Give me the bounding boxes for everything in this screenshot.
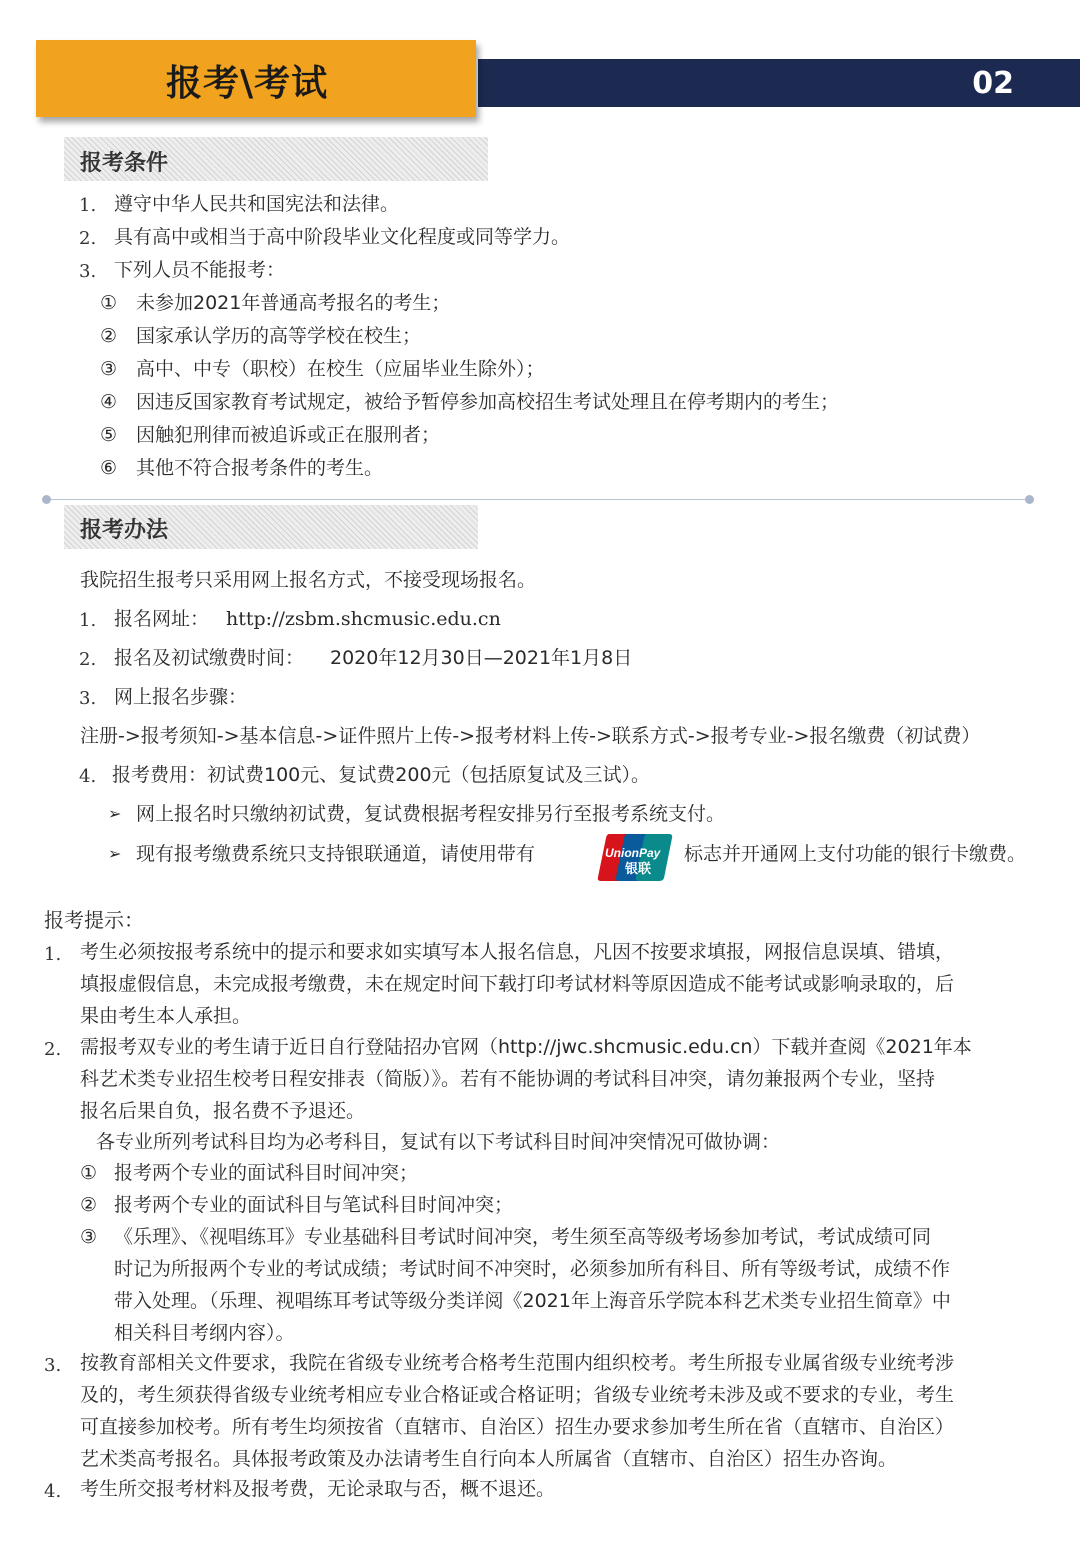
- sub-item-mark: ⑥: [100, 457, 118, 479]
- sub-item-mark: ③: [100, 358, 118, 380]
- tips-heading: 报考提示：: [44, 908, 144, 932]
- method-number: 3.: [79, 688, 97, 709]
- sub-item-mark: ③: [80, 1226, 98, 1248]
- condition-number: 3.: [79, 261, 97, 282]
- tip-number: 4.: [44, 1481, 62, 1502]
- unionpay-logo-icon: [597, 832, 675, 882]
- sub-item-mark: ④: [100, 391, 118, 413]
- tip-note: 各专业所列考试科目均为必考科目，复试有以下考试科目时间冲突情况可做协调：: [96, 1131, 781, 1153]
- registration-url: http://zsbm.shcmusic.edu.cn: [226, 608, 501, 630]
- sub-item-text: 报考两个专业的面试科目时间冲突；: [114, 1162, 419, 1184]
- tip-line: 需报考双专业的考生请于近日自行登陆招办官网（http://jwc.shcmusic.edu.cn）下载并查阅《2021年本: [80, 1036, 972, 1058]
- fee-text: 报考费用：初试费100元、复试费200元（包括原复试及三试）。: [112, 764, 651, 786]
- payment-period: 2020年12月30日—2021年1月8日: [330, 647, 633, 669]
- sub-item-text: 相关科目考纲内容）。: [114, 1322, 295, 1344]
- condition-text: 具有高中或相当于高中阶段毕业文化程度或同等学力。: [114, 226, 571, 248]
- tip-number: 1.: [44, 944, 62, 965]
- method-label: 网上报名步骤：: [114, 686, 248, 708]
- method-number: 2.: [79, 649, 97, 670]
- sub-item-text: 其他不符合报考条件的考生。: [136, 457, 384, 479]
- divider-dot-right: [1025, 495, 1034, 504]
- section-divider: [42, 498, 1034, 501]
- tip-line: 果由考生本人承担。: [80, 1005, 252, 1027]
- sub-item-text: 报考两个专业的面试科目与笔试科目时间冲突；: [114, 1194, 514, 1216]
- arrow-bullet-icon: ➢: [108, 844, 122, 863]
- method-label: 报名网址：: [114, 608, 210, 630]
- page-number: 02: [972, 66, 1014, 101]
- unionpay-logo-latin: UnionPay: [605, 846, 661, 860]
- sub-item-text: 国家承认学历的高等学校在校生；: [136, 325, 422, 347]
- sub-item-mark: ①: [80, 1162, 98, 1184]
- tip-line: 考生必须按报考系统中的提示和要求如实填写本人报名信息，凡因不按要求填报，网报信息误填、错填，: [80, 941, 955, 963]
- bullet-text-after: 标志并开通网上支付功能的银行卡缴费。: [684, 843, 1027, 865]
- sub-item-text: 时记为所报两个专业的考试成绩；考试时间不冲突时，必须参加所有科目、所有等级考试，成绩不作: [114, 1258, 951, 1280]
- sub-item-mark: ②: [100, 325, 118, 347]
- divider-dot-left: [42, 495, 51, 504]
- registration-steps: 注册->报考须知->基本信息->证件照片上传->报考材料上传->联系方式->报考专业->报名缴费（初试费）: [80, 725, 981, 747]
- sub-item-text: 因违反国家教育考试规定，被给予暂停参加高校招生考试处理且在停考期内的考生；: [136, 391, 840, 413]
- sub-item-mark: ②: [80, 1194, 98, 1216]
- bullet-text-before: 现有报考缴费系统只支持银联通道，请使用带有: [136, 843, 536, 865]
- method-number: 4.: [79, 766, 97, 787]
- sub-item-mark: ①: [100, 292, 118, 314]
- sub-item-mark: ⑤: [100, 424, 118, 446]
- condition-number: 2.: [79, 228, 97, 249]
- page-title: 报考\考试: [166, 63, 329, 104]
- sub-item-text: 未参加2021年普通高考报名的考生；: [136, 292, 451, 314]
- sub-item-text: 《乐理》、《视唱练耳》专业基础科目考试时间冲突，考生须至高等级考场参加考试，考试成绩可同: [114, 1226, 932, 1248]
- arrow-bullet-icon: ➢: [108, 804, 122, 823]
- tip-line: 填报虚假信息，未完成报考缴费，未在规定时间下载打印考试材料等原因造成不能考试或影响录取的，后: [80, 973, 955, 995]
- method-number: 1.: [79, 610, 97, 631]
- tip-line: 艺术类高考报名。具体报考政策及办法请考生自行向本人所属省（直辖市、自治区）招生办咨询。: [80, 1448, 898, 1470]
- tip-line: 报名后果自负，报名费不予退还。: [80, 1100, 366, 1122]
- section-heading-method: 报考办法: [80, 518, 169, 543]
- method-intro: 我院招生报考只采用网上报名方式，不接受现场报名。: [80, 569, 537, 591]
- section-heading-conditions: 报考条件: [80, 151, 169, 176]
- condition-number: 1.: [79, 195, 97, 216]
- tip-line: 按教育部相关文件要求，我院在省级专业统考合格考生范围内组织校考。考生所报专业属省级专业统考涉: [80, 1352, 955, 1374]
- bullet-text: 网上报名时只缴纳初试费，复试费根据考程安排另行至报考系统支付。: [136, 803, 726, 825]
- tip-line: 可直接参加校考。所有考生均须按省（直辖市、自治区）招生办要求参加考生所在省（直辖市、自治区）: [80, 1416, 955, 1438]
- method-label: 报名及初试缴费时间：: [114, 647, 305, 669]
- sub-item-text: 带入处理。（乐理、视唱练耳考试等级分类详阅《2021年上海音乐学院本科艺术类专业招生简章》中: [114, 1290, 951, 1312]
- tip-line: 科艺术类专业招生校考日程安排表（简版）》。若有不能协调的考试科目冲突，请勿兼报两个专业，坚持: [80, 1068, 936, 1090]
- sub-item-text: 高中、中专（职校）在校生（应届毕业生除外）；: [136, 358, 545, 380]
- tip-number: 2.: [44, 1039, 62, 1060]
- unionpay-logo-cn: 银联: [625, 862, 652, 877]
- tip-line: 考生所交报考材料及报考费，无论录取与否，概不退还。: [80, 1478, 556, 1500]
- tip-number: 3.: [44, 1355, 62, 1376]
- condition-text: 遵守中华人民共和国宪法和法律。: [114, 193, 400, 215]
- tip-line: 及的，考生须获得省级专业统考相应专业合格证或合格证明；省级专业统考未涉及或不要求的专业，考生: [80, 1384, 955, 1406]
- condition-text: 下列人员不能报考：: [114, 259, 286, 281]
- sub-item-text: 因触犯刑律而被追诉或正在服刑者；: [136, 424, 441, 446]
